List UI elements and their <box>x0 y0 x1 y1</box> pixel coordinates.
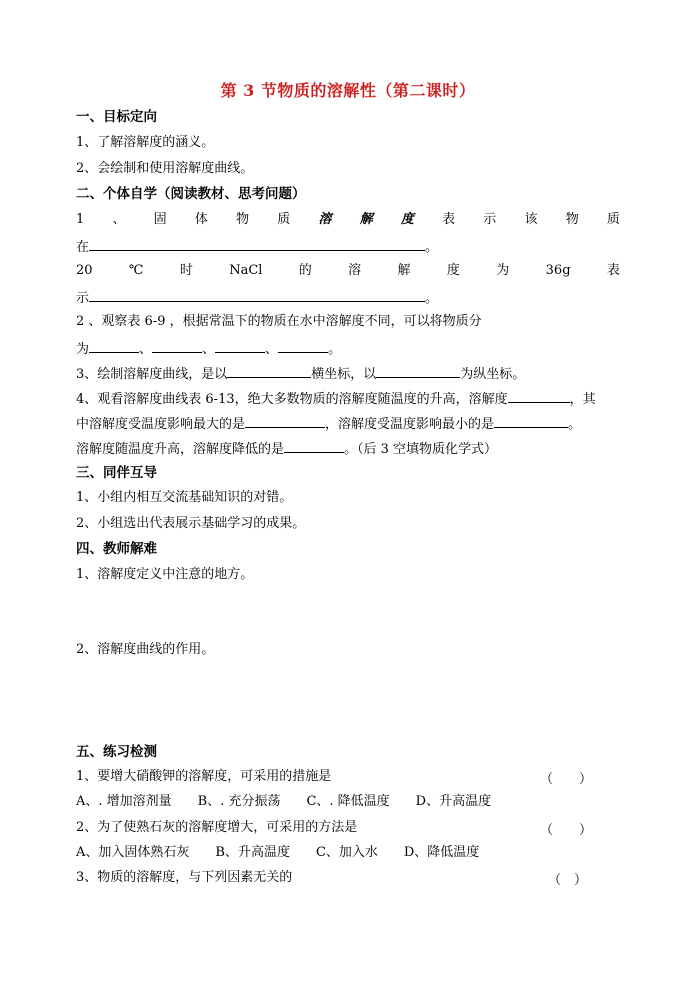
section-3-heading: 三、同伴互导 <box>76 465 157 481</box>
goal-item-1: 1、了解溶解度的涵义。 <box>76 135 215 150</box>
q1-token: 示 <box>483 212 497 227</box>
q2-token: 时 <box>179 263 193 278</box>
q4-text: 3、绘制溶解度曲线，是以 <box>76 367 228 382</box>
peer-item-1: 1、小组内相互交流基础知识的对错。 <box>76 490 293 505</box>
q1-continue: 在 <box>76 240 90 255</box>
separator: 、 <box>202 342 216 357</box>
separator: 、 <box>139 342 153 357</box>
q2-token: ℃ <box>128 263 144 278</box>
answer-blank[interactable] <box>89 287 425 302</box>
question-1-line <box>76 211 620 229</box>
q5-text: ，其 <box>569 392 596 407</box>
exercise-1-question: 1、要增大硝酸钾的溶解度，可采用的措施是 <box>76 769 332 784</box>
q2-token: 表 <box>606 263 620 278</box>
section-2-heading: 二、个体自学（阅读教材、思考问题） <box>76 186 306 202</box>
answer-blank[interactable] <box>89 236 425 251</box>
question-4-line <box>76 363 525 384</box>
q1-token-emphasis: 解 <box>359 212 373 227</box>
question-5-line-1 <box>76 388 596 409</box>
q1-token: 表 <box>442 212 456 227</box>
q3-end: 。 <box>328 342 342 357</box>
section-1-heading: 一、目标定向 <box>76 109 157 125</box>
q1-token: 物 <box>565 212 579 227</box>
answer-bracket[interactable]: （ ） <box>540 823 593 838</box>
q2-token: 度 <box>446 263 460 278</box>
answer-blank[interactable] <box>89 338 139 353</box>
q2-token: 为 <box>496 263 510 278</box>
q5-text: 。 <box>568 417 582 432</box>
question-3-line-1: 2 、观察表 6-9 ，根据常温下的物质在水中溶解度不同，可以将物质分 <box>76 314 482 329</box>
exercise-1-options: A、. 增加溶剂量 B、. 充分振荡 C、. 降低温度 D、升高温度 <box>76 794 492 809</box>
q5-text: ，溶解度受温度影响最小的是 <box>325 417 495 432</box>
q4-text: 横坐标，以 <box>311 367 377 382</box>
q2-token: 解 <box>397 263 411 278</box>
q1-token: 物 <box>236 212 250 227</box>
exercise-3-question: 3、物质的溶解度，与下列因素无关的 <box>76 870 293 885</box>
q2-end: 。 <box>425 291 439 306</box>
q2-token: 溶 <box>348 263 362 278</box>
answer-blank[interactable] <box>245 413 325 428</box>
teacher-item-2: 2、溶解度曲线的作用。 <box>76 642 215 657</box>
question-5-line-3 <box>76 438 497 459</box>
q5-text: 中溶解度受温度影响最大的是 <box>76 417 246 432</box>
q2-continue: 示 <box>76 291 90 306</box>
q2-token: 36g <box>545 263 571 278</box>
answer-blank[interactable] <box>227 363 311 378</box>
separator: 、 <box>265 342 279 357</box>
answer-blank[interactable] <box>278 338 328 353</box>
q1-token: 该 <box>524 212 538 227</box>
section-4-heading: 四、教师解难 <box>76 541 157 557</box>
q5-text: 。（后 3 空填物质化学式） <box>344 442 498 457</box>
q1-token: 质 <box>277 212 291 227</box>
teacher-item-1: 1、溶解度定义中注意的地方。 <box>76 567 254 582</box>
q1-token: 体 <box>194 212 208 227</box>
answer-blank[interactable] <box>376 363 460 378</box>
q2-token: NaCl <box>229 263 263 278</box>
q4-text: 为纵坐标。 <box>460 367 526 382</box>
q2-token: 20 <box>76 263 93 278</box>
q5-text: 溶解度随温度升高，溶解度降低的是 <box>76 442 285 457</box>
q1-token: 1 <box>76 212 85 227</box>
peer-item-2: 2、小组选出代表展示基础学习的成果。 <box>76 516 306 531</box>
answer-blank[interactable] <box>508 388 570 403</box>
answer-blank[interactable] <box>494 413 568 428</box>
question-1-blank-line <box>76 236 438 257</box>
answer-blank[interactable] <box>152 338 202 353</box>
q1-token-emphasis: 溶 <box>318 212 332 227</box>
q1-end: 。 <box>425 240 439 255</box>
answer-blank[interactable] <box>284 438 344 453</box>
q1-token: 固 <box>153 212 167 227</box>
question-5-line-2 <box>76 413 581 434</box>
question-2-line <box>76 262 620 280</box>
answer-blank[interactable] <box>215 338 265 353</box>
answer-bracket[interactable]: （ ） <box>548 873 588 888</box>
q1-token: 、 <box>112 212 126 227</box>
q3-pre: 为 <box>76 342 90 357</box>
q1-token-emphasis: 度 <box>400 212 414 227</box>
q2-token: 的 <box>298 263 312 278</box>
q1-token: 质 <box>606 212 620 227</box>
exercise-2-options: A、加入固体熟石灰 B、升高温度 C、加入水 D、降低温度 <box>76 845 480 860</box>
question-2-blank-line <box>76 287 438 308</box>
exercise-2-question: 2、为了使熟石灰的溶解度增大，可采用的方法是 <box>76 820 358 835</box>
q5-text: 4、观看溶解度曲线表 6-13，绝大多数物质的溶解度随温度的升高，溶解度 <box>76 392 508 407</box>
page-title: 第 3 节物质的溶解性（第二课时） <box>220 81 476 100</box>
question-3-line-2 <box>76 338 341 359</box>
goal-item-2: 2、会绘制和使用溶解度曲线。 <box>76 161 254 176</box>
answer-bracket[interactable]: （ ） <box>540 772 593 787</box>
section-5-heading: 五、练习检测 <box>76 744 157 760</box>
